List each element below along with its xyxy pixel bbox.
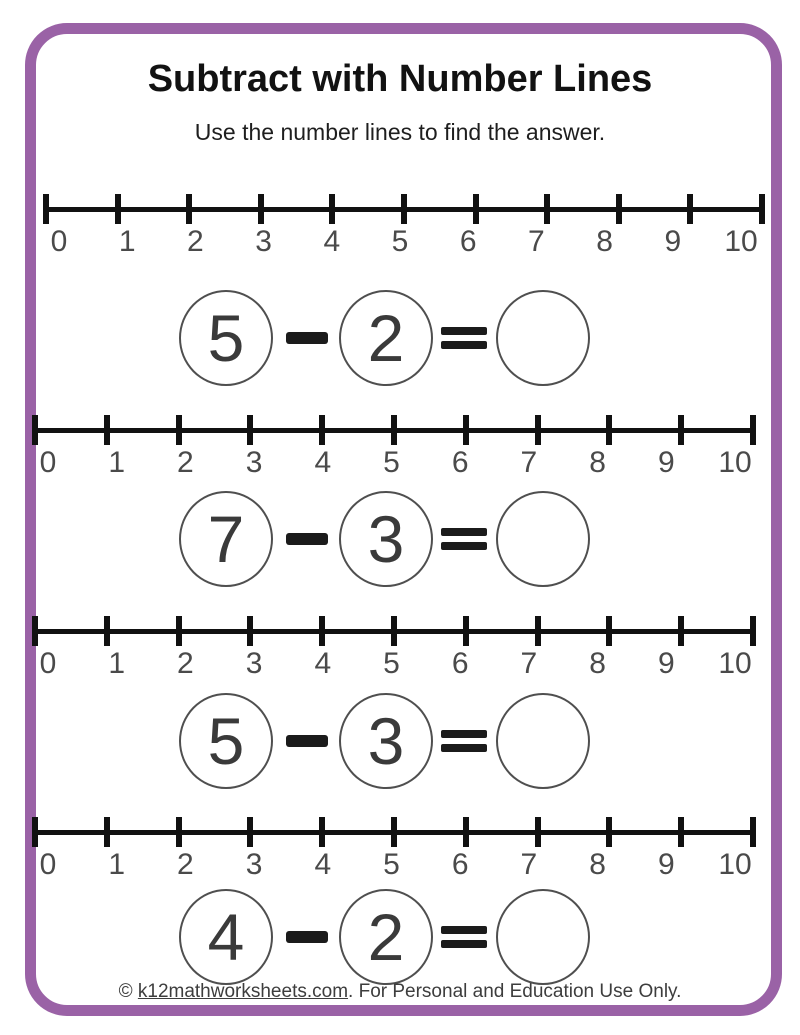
number-line-tick: [319, 616, 325, 646]
equals-icon: [441, 730, 487, 752]
number-line-tick-label: 7: [520, 848, 538, 881]
number-line-tick: [678, 616, 684, 646]
number-line-tick-label: 8: [589, 848, 606, 881]
number-line-tick-label: 5: [383, 647, 400, 680]
number-line-tick: [759, 194, 765, 224]
number-line-tick: [391, 616, 397, 646]
equals-top-bar: [441, 528, 487, 536]
number-line-tick-label: 1: [108, 647, 126, 680]
number-line-tick: [247, 817, 253, 847]
number-line-tick-label: 3: [245, 647, 263, 680]
number-line-tick-label: 5: [383, 446, 400, 479]
number-line-tick: [473, 194, 479, 224]
equals-icon: [441, 327, 487, 349]
equals-bottom-bar: [441, 744, 487, 752]
number-line-tick-label: 10: [718, 647, 752, 680]
number-line-tick-label: 5: [391, 225, 409, 258]
number-line-tick-label: 10: [724, 225, 758, 258]
number-line-tick-label: 1: [108, 848, 126, 881]
number-line-tick-label: 10: [718, 848, 752, 881]
number-line-tick-label: 4: [314, 848, 332, 881]
page-subtitle: Use the number lines to find the answer.: [194, 119, 606, 145]
number-line-tick-label: 6: [459, 225, 477, 258]
equals-bottom-bar: [441, 542, 487, 550]
equals-top-bar: [441, 926, 487, 934]
number-line-tick: [176, 415, 182, 445]
number-line-tick-label: 2: [187, 225, 204, 258]
number-line-tick: [176, 817, 182, 847]
number-line-tick: [32, 415, 38, 445]
number-line-tick-label: 4: [323, 225, 341, 258]
number-line-tick: [750, 616, 756, 646]
number-line-tick-label: 2: [177, 848, 194, 881]
number-line-tick: [606, 415, 612, 445]
number-line-tick: [535, 616, 541, 646]
number-line-tick-label: 3: [255, 225, 272, 258]
number-line-tick: [616, 194, 622, 224]
number-line-tick-label: 7: [528, 225, 545, 258]
equals-top-bar: [441, 730, 487, 738]
number-line-tick: [391, 415, 397, 445]
answer-circle[interactable]: [496, 693, 590, 789]
number-line-tick: [750, 817, 756, 847]
number-line-tick-label: 10: [718, 446, 752, 479]
number-line-tick: [247, 415, 253, 445]
equals-bottom-bar: [441, 940, 487, 948]
number-line-tick-label: 6: [451, 848, 469, 881]
minuend-circle: 4: [179, 889, 273, 985]
number-line-tick-label: 0: [50, 225, 68, 258]
number-line-tick-label: 8: [596, 225, 613, 258]
number-line-tick-label: 0: [39, 848, 57, 881]
number-line-tick: [104, 415, 110, 445]
equals-icon: [441, 528, 487, 550]
number-line-tick-label: 3: [245, 446, 263, 479]
number-line-tick-label: 4: [314, 647, 332, 680]
equals-icon: [441, 926, 487, 948]
equals-bottom-bar: [441, 341, 487, 349]
number-line-tick-label: 2: [177, 446, 194, 479]
number-line-tick: [319, 415, 325, 445]
minus-icon: [286, 931, 328, 943]
footer-note: . For Personal and Education Use Only.: [348, 981, 682, 1002]
number-line-tick: [606, 817, 612, 847]
answer-circle[interactable]: [496, 889, 590, 985]
number-line-tick-label: 7: [520, 446, 538, 479]
number-line-tick: [535, 415, 541, 445]
page-title: Subtract with Number Lines: [147, 58, 653, 100]
minuend-circle: 5: [179, 693, 273, 789]
number-line-tick: [186, 194, 192, 224]
minus-icon: [286, 332, 328, 344]
number-line-tick-label: 8: [589, 647, 606, 680]
number-line-tick-label: 7: [520, 647, 538, 680]
number-line-tick: [104, 616, 110, 646]
number-line-tick: [463, 415, 469, 445]
minus-icon: [286, 533, 328, 545]
subtrahend-circle: 2: [339, 889, 433, 985]
number-line-tick-label: 6: [451, 647, 469, 680]
number-line-tick: [391, 817, 397, 847]
answer-circle[interactable]: [496, 491, 590, 587]
minuend-circle: 5: [179, 290, 273, 386]
minus-icon: [286, 735, 328, 747]
number-line-tick: [329, 194, 335, 224]
number-line-tick-label: 2: [177, 647, 194, 680]
number-line-tick: [544, 194, 550, 224]
subtrahend-circle: 3: [339, 693, 433, 789]
number-line-tick: [678, 817, 684, 847]
number-line-tick-label: 9: [657, 446, 675, 479]
number-line-tick: [463, 817, 469, 847]
number-line-tick: [678, 415, 684, 445]
number-line-tick: [750, 415, 756, 445]
number-line-tick: [32, 616, 38, 646]
number-line-tick: [258, 194, 264, 224]
number-line-tick-label: 8: [589, 446, 606, 479]
number-line-tick: [104, 817, 110, 847]
minuend-circle: 7: [179, 491, 273, 587]
footer: [0, 981, 800, 1003]
number-line-tick: [463, 616, 469, 646]
number-line-tick-label: 1: [108, 446, 126, 479]
number-line-tick-label: 0: [39, 647, 57, 680]
number-line-tick-label: 3: [245, 848, 263, 881]
number-line-tick: [535, 817, 541, 847]
number-line-tick: [247, 616, 253, 646]
number-line-tick: [319, 817, 325, 847]
subtrahend-circle: 3: [339, 491, 433, 587]
number-line-tick-label: 0: [39, 446, 57, 479]
subtrahend-circle: 2: [339, 290, 433, 386]
number-line-tick: [43, 194, 49, 224]
answer-circle[interactable]: [496, 290, 590, 386]
number-line-tick-label: 9: [664, 225, 682, 258]
number-line-tick-label: 6: [451, 446, 469, 479]
copyright-symbol: ©: [118, 981, 138, 1002]
number-line-tick: [115, 194, 121, 224]
number-line-tick: [32, 817, 38, 847]
number-line-tick-label: 5: [383, 848, 400, 881]
equals-top-bar: [441, 327, 487, 335]
number-line-tick-label: 9: [657, 647, 675, 680]
number-line-tick-label: 4: [314, 446, 332, 479]
number-line-tick: [176, 616, 182, 646]
number-line-tick-label: 1: [118, 225, 136, 258]
site-link[interactable]: k12mathworksheets.com: [137, 981, 349, 1002]
number-line-tick: [401, 194, 407, 224]
number-line-tick: [687, 194, 693, 224]
number-line-tick-label: 9: [657, 848, 675, 881]
number-line-tick: [606, 616, 612, 646]
